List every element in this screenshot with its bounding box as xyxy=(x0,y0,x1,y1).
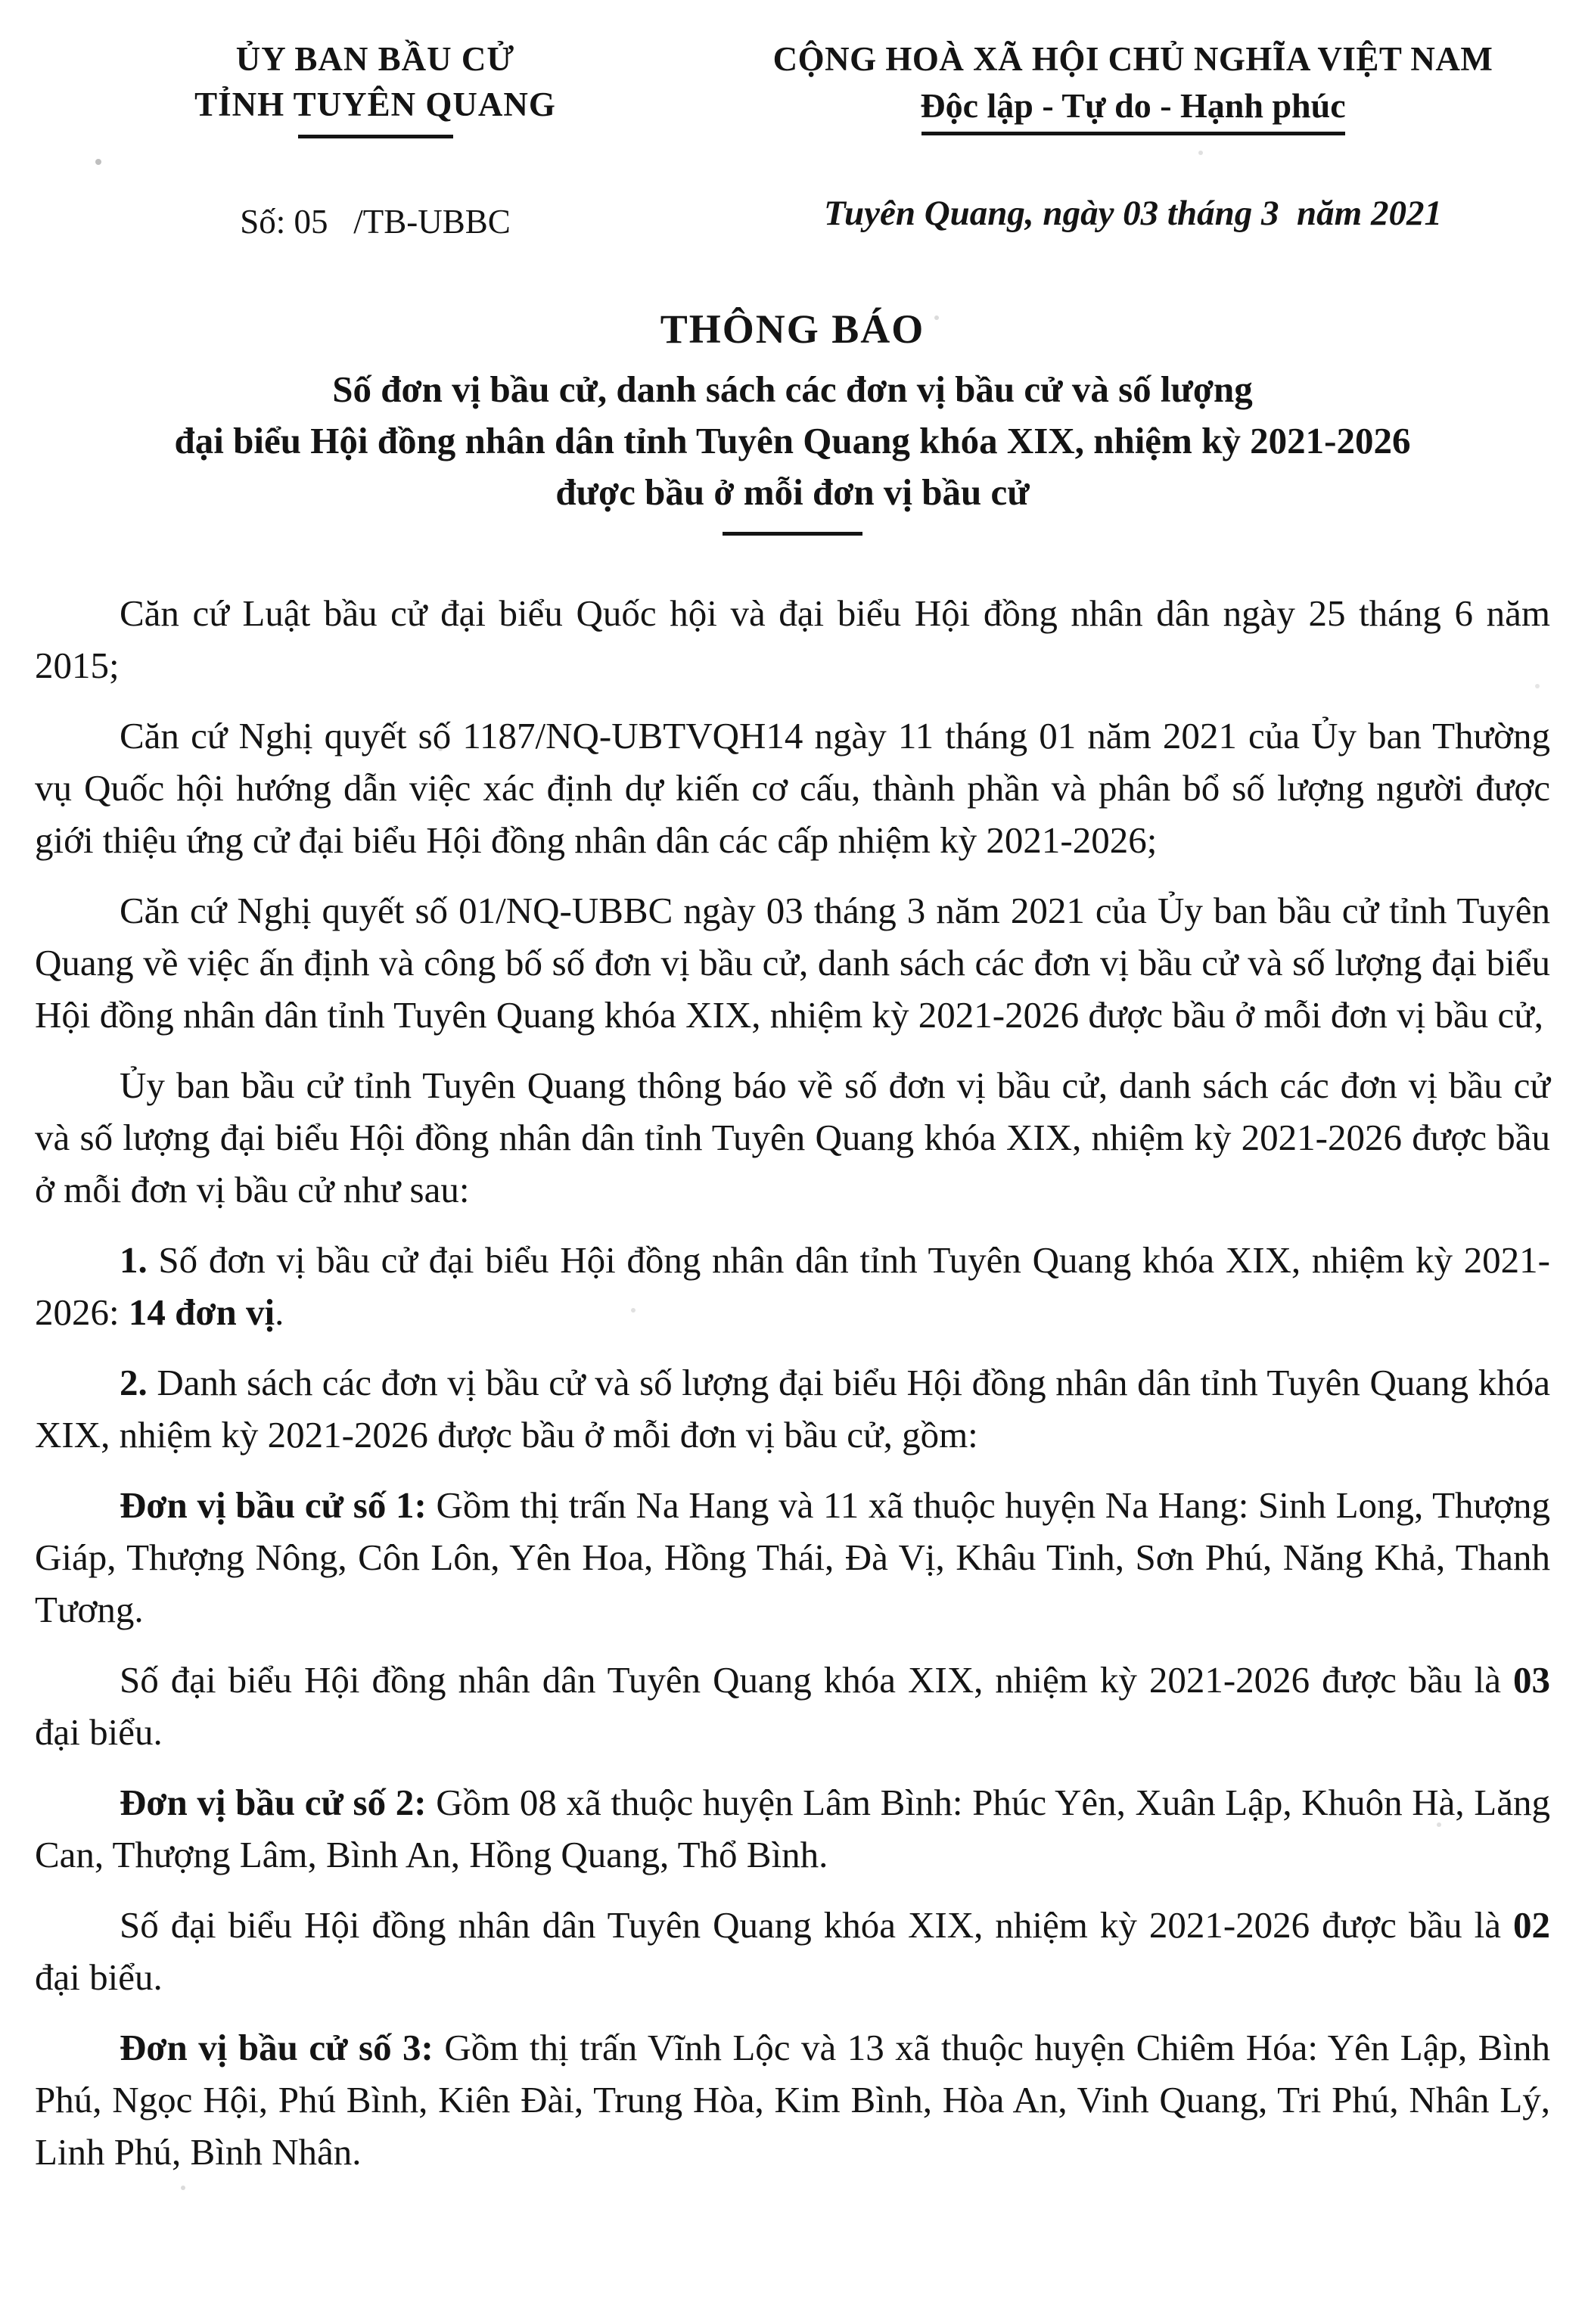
national-title: CỘNG HOÀ XÃ HỘI CHỦ NGHĨA VIỆT NAM xyxy=(772,40,1493,78)
scan-noise xyxy=(0,0,3,3)
text-run-bold: 2. xyxy=(120,1362,148,1403)
text-run: Số đơn vị bầu cử đại biểu Hội đồng nhân dân tỉnh Tuyên Quang khóa XIX, nhiệm kỳ 2021-2026: xyxy=(35,1239,1550,1333)
text-run-bold: 02 xyxy=(1513,1904,1550,1946)
text-run: Gồm thị trấn Na Hang và 11 xã thuộc huyện Na Hang: Sinh Long, Thượng Giáp, Thượng Nông, Côn Lôn, Yên Hoa, Hồng Thái, Đà Vị, Khâu Tinh, Sơn Phú, Năng Khả, Thanh Tương. xyxy=(35,1484,1550,1630)
document-subject xyxy=(35,364,1550,518)
issuer-name-line2: TỈNH TUYÊN QUANG xyxy=(194,85,556,123)
document-number: Số: 05 /TB-UBBC xyxy=(240,203,511,241)
text-run: Căn cứ Nghị quyết số 01/NQ-UBBC ngày 03 tháng 3 năm 2021 của Ủy ban bầu cử tỉnh Tuyên Quang về việc ấn định và công bố số đơn vị bầu cử, danh sách các đơn vị bầu cử và số lượng đại biểu Hội đồng nhân dân tỉnh Tuyên Quang khóa XIX, nhiệm kỳ 2021-2026 được bầu ở mỗi đơn vị bầu cử, xyxy=(35,890,1550,1036)
text-run: đại biểu. xyxy=(35,1956,163,1998)
paragraph xyxy=(35,587,1550,691)
text-run: Số đại biểu Hội đồng nhân dân Tuyên Quang khóa XIX, nhiệm kỳ 2021-2026 được bầu là xyxy=(120,1904,1513,1946)
text-run-bold: 03 xyxy=(1513,1659,1550,1701)
national-header-block xyxy=(716,36,1550,234)
national-motto: Độc lập - Tự do - Hạnh phúc xyxy=(920,86,1346,125)
paragraph xyxy=(35,1479,1550,1636)
text-run-bold: 14 đơn vị xyxy=(128,1291,275,1333)
document-header xyxy=(35,36,1550,241)
paragraph xyxy=(35,710,1550,866)
text-run: Căn cứ Nghị quyết số 1187/NQ-UBTVQH14 ngày 11 tháng 01 năm 2021 của Ủy ban Thường vụ Quốc hội hướng dẫn việc xác định dự kiến cơ cấu, thành phần và phân bổ số lượng người được giới thiệu ứng cử đại biểu Hội đồng nhân dân các cấp nhiệm kỳ 2021-2026; xyxy=(35,715,1550,861)
text-run-bold: Đơn vị bầu cử số 1: xyxy=(120,1484,427,1526)
document-title-block xyxy=(35,306,1550,536)
subject-line-2: đại biểu Hội đồng nhân dân tỉnh Tuyên Quang khóa XIX, nhiệm kỳ 2021-2026 xyxy=(174,420,1411,461)
issuing-authority-block xyxy=(35,36,716,241)
text-run: . xyxy=(275,1291,284,1333)
paragraph xyxy=(35,884,1550,1041)
issuer-underline xyxy=(298,135,453,138)
text-run: Ủy ban bầu cử tỉnh Tuyên Quang thông báo về số đơn vị bầu cử, danh sách các đơn vị bầu cử và số lượng đại biểu Hội đồng nhân dân tỉnh Tuyên Quang khóa XIX, nhiệm kỳ 2021-2026 được bầu ở mỗi đơn vị bầu cử như sau: xyxy=(35,1064,1550,1210)
paragraph xyxy=(35,1899,1550,2003)
subject-line-3: được bầu ở mỗi đơn vị bầu cử xyxy=(555,471,1030,513)
text-run: Gồm 08 xã thuộc huyện Lâm Bình: Phúc Yên, Xuân Lập, Khuôn Hà, Lăng Can, Thượng Lâm, Bình An, Hồng Quang, Thổ Bình. xyxy=(35,1782,1550,1875)
text-run: Căn cứ Luật bầu cử đại biểu Quốc hội và đại biểu Hội đồng nhân dân ngày 25 tháng 6 năm 2015; xyxy=(35,592,1550,686)
paragraph xyxy=(35,1776,1550,1881)
document-body xyxy=(35,587,1550,2178)
text-run: Danh sách các đơn vị bầu cử và số lượng đại biểu Hội đồng nhân dân tỉnh Tuyên Quang khóa XIX, nhiệm kỳ 2021-2026 được bầu ở mỗi đơn vị bầu cử, gồm: xyxy=(35,1362,1550,1456)
place-and-date: Tuyên Quang, ngày 03 tháng 3 năm 2021 xyxy=(824,194,1442,233)
text-run: Gồm thị trấn Vĩnh Lộc và 13 xã thuộc huyện Chiêm Hóa: Yên Lập, Bình Phú, Ngọc Hội, Phú Bình, Kiên Đài, Trung Hòa, Kim Bình, Hòa An, Vinh Quang, Tri Phú, Nhân Lý, Linh Phú, Bình Nhân. xyxy=(35,2027,1550,2173)
text-run: Số đại biểu Hội đồng nhân dân Tuyên Quang khóa XIX, nhiệm kỳ 2021-2026 được bầu là xyxy=(120,1659,1513,1701)
text-run-bold: 1. xyxy=(120,1239,148,1281)
paragraph xyxy=(35,1654,1550,1758)
text-run-bold: Đơn vị bầu cử số 3: xyxy=(120,2027,434,2068)
title-underline xyxy=(723,532,862,536)
document-type-heading: THÔNG BÁO xyxy=(660,306,925,352)
text-run-bold: Đơn vị bầu cử số 2: xyxy=(120,1782,427,1823)
paragraph xyxy=(35,1059,1550,1216)
paragraph xyxy=(35,1356,1550,1461)
text-run: đại biểu. xyxy=(35,1711,163,1753)
subject-line-1: Số đơn vị bầu cử, danh sách các đơn vị bầu cử và số lượng xyxy=(332,368,1253,410)
issuer-name-line1: ỦY BAN BẦU CỬ xyxy=(235,40,515,78)
paragraph xyxy=(35,1234,1550,1338)
motto-underline xyxy=(921,132,1345,135)
paragraph xyxy=(35,2021,1550,2178)
